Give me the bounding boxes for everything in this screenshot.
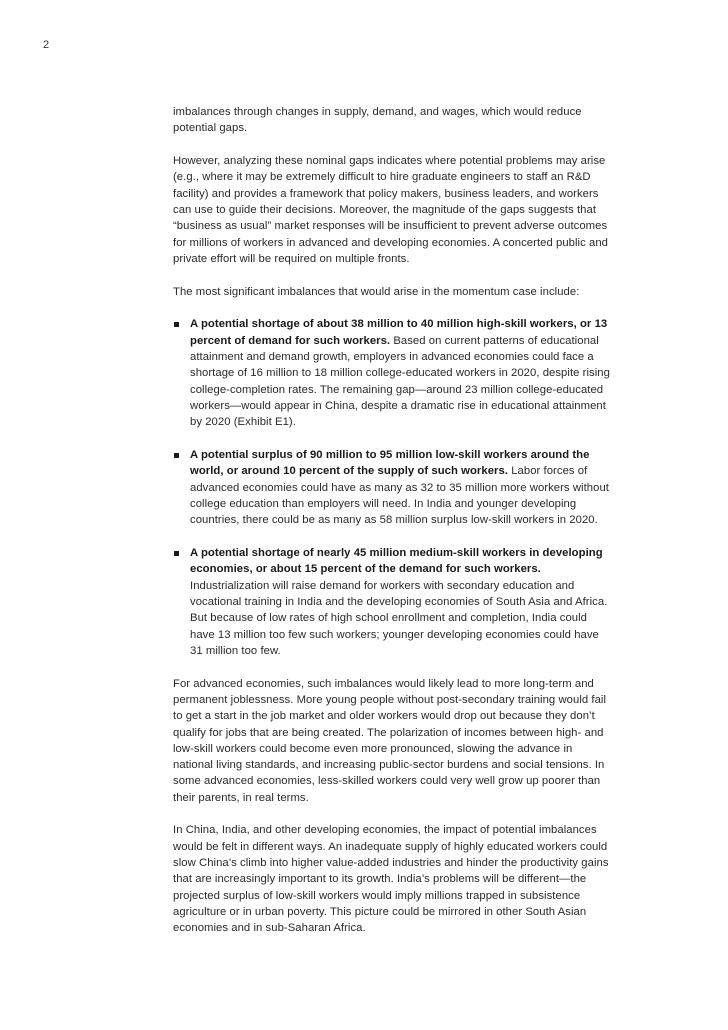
square-bullet-icon [174, 551, 179, 556]
paragraph-imbalances-intro: The most significant imbalances that would arise in the momentum case include: [173, 285, 580, 298]
bullet-body-text: Labor forces of advanced economies could have as many as 32 to 35 million more workers without college education than employers will need. In India and younger developing countries, there could be as many as 58 million surplus low-skill workers in 2020. [190, 465, 609, 527]
bullet-lead-text: A potential shortage of nearly 45 million medium-skill workers in developing economies, or about 15 percent of the demand for such workers. [190, 547, 603, 576]
list-item-medium-skill-shortage [173, 545, 613, 659]
paragraph-nominal-gaps: However, analyzing these nominal gaps indicates where potential problems may arise (e.g., where it may be extremely difficult to hire graduate engineers to staff an R&D facility) and provides a framework that policy makers, business leaders, and workers can use to guide their decisions. Moreover, the magnitude of the gaps suggests that “business as usual” market responses will be insufficient to prevent adverse outcomes for millions of workers in advanced and developing economies. A concerted public and private effort will be required on multiple fronts. [173, 155, 608, 265]
body-text [173, 104, 613, 953]
list-item-high-skill-shortage [173, 316, 613, 430]
square-bullet-icon [174, 453, 179, 458]
imbalances-list [173, 316, 613, 659]
paragraph-advanced-economies: For advanced economies, such imbalances would likely lead to more long-term and permanent joblessness. More young people without post-secondary training would fail to get a start in the job market and older workers would drop out because they don’t qualify for jobs that are being created. The polarization of incomes between high- and low-skill workers could become even more pronounced, slowing the advance in national living standards, and increasing public-sector burdens and social tensions. In some advanced economies, less-skilled workers could very well grow up poorer than their parents, in real terms. [173, 677, 607, 804]
bullet-body-text: Based on current patterns of educational attainment and demand growth, employers in advanced economies could face a shortage of 16 million to 18 million college-educated workers in 2020, despite rising college-completion rates. The remaining gap—around 23 million college-educated workers—would appear in China, despite a dramatic rise in educational attainment by 2020 (Exhibit E1). [190, 334, 610, 429]
list-item-low-skill-surplus [173, 447, 613, 528]
bullet-body-text: Industrialization will raise demand for workers with secondary education and vocational training in India and the developing economies of South Asia and Africa. But because of low rates of high school enrollment and completion, India could have 13 million too few such workers; younger developing economies could have 31 million too few. [190, 579, 608, 657]
page-number: 2 [43, 39, 50, 51]
paragraph-developing-economies: In China, India, and other developing economies, the impact of potential imbalances would be felt in different ways. An inadequate supply of highly educated workers could slow China’s climb into higher value-added industries and hinder the productivity gains that are increasingly important to its growth. India’s problems will be different—the projected surplus of low-skill workers would imply millions trapped in subsistence agriculture or in urban poverty. This picture could be mirrored in other South Asian economies and in sub-Saharan Africa. [173, 824, 609, 935]
paragraph-continuation: imbalances through changes in supply, demand, and wages, which would reduce potential gaps. [173, 106, 582, 135]
bullet-lead-text: A potential shortage of about 38 million to 40 million high-skill workers, or 13 percent of demand for such workers. [190, 318, 608, 347]
square-bullet-icon [174, 322, 179, 327]
bullet-lead-text: A potential surplus of 90 million to 95 million low-skill workers around the world, or around 10 percent of the supply of such workers. [190, 449, 590, 478]
